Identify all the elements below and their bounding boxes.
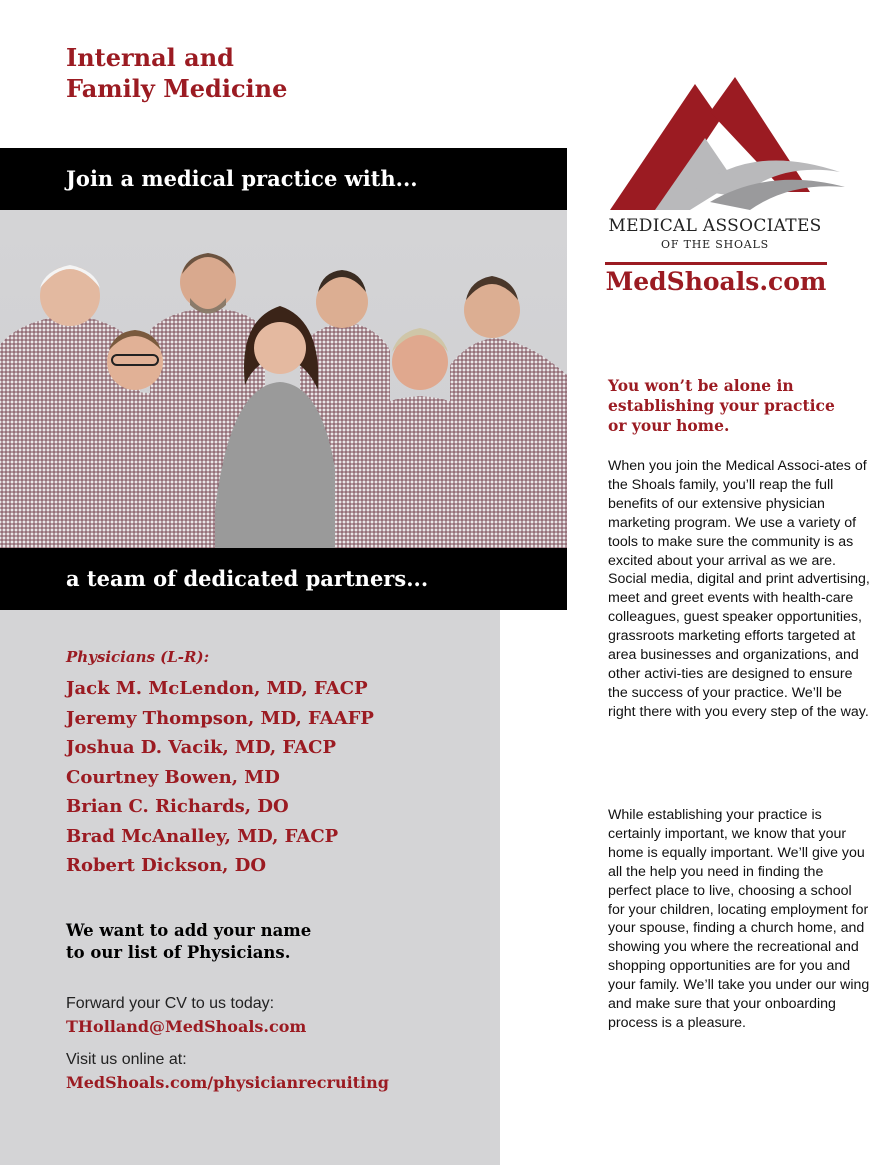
title-line-1: Internal and xyxy=(66,43,234,72)
right-heading-line-1: You won’t be alone in xyxy=(608,376,794,395)
logo-url[interactable]: MedShoals.com xyxy=(605,262,827,296)
visit-online-text: Visit us online at: xyxy=(66,1051,187,1068)
body-paragraph-2: While establishing your practice is certainly important, we know that your home is equally important. We’ll give you all the help you need in finding the perfect place to live, choosing a school for your children, locating employment for your spouse, finding a church home, and showing you where the recreational and shopping opportunities are for you and your family. We’ll take you under our wing and make sure that your onboarding process is a pleasure. xyxy=(608,807,870,1031)
group-photo-icon xyxy=(0,210,567,548)
list-item: Robert Dickson, DO xyxy=(66,855,266,876)
right-heading xyxy=(608,376,868,436)
recruiting-line-2: to our list of Physicians. xyxy=(66,943,291,962)
list-item: Joshua D. Vacik, MD, FACP xyxy=(66,737,337,758)
physician-list xyxy=(66,674,374,881)
banner-bottom: a team of dedicated partners... xyxy=(0,548,567,610)
recruiting-statement xyxy=(66,920,311,964)
logo-name: MEDICAL ASSOCIATES xyxy=(608,216,822,236)
list-item: Brad McAnalley, MD, FACP xyxy=(66,825,339,847)
right-heading-line-3: or your home. xyxy=(608,416,730,435)
physicians-label: Physicians (L-R): xyxy=(66,648,210,666)
list-item: Jack M. McLendon, MD, FACP xyxy=(66,678,368,699)
title-line-2: Family Medicine xyxy=(66,74,288,103)
email-link[interactable]: THolland@MedShoals.com xyxy=(66,1017,307,1036)
recruiting-url-link[interactable]: MedShoals.com/physicianrecruiting xyxy=(66,1073,389,1092)
list-item: Courtney Bowen, MD xyxy=(66,766,280,788)
forward-cv-text: Forward your CV to us today: xyxy=(66,995,275,1012)
right-heading-line-2: establishing your practice xyxy=(608,396,835,415)
page-title xyxy=(66,42,287,104)
recruiting-line-1: We want to add your name xyxy=(66,921,312,940)
banner-top: Join a medical practice with... xyxy=(0,148,567,210)
body-paragraph-1: When you join the Medical Associ-ates of the Shoals family, you’ll reap the full benefits of our extensive physician marketing program. We use a variety of tools to make sure the community is as excited about your arrival as we are. Social media, digital and print advertising, meet and greet events with health-care colleagues, guest speaker opportunities, grassroots marketing efforts targeted at area businesses and organizations, and other activi-ties are designed to ensure the success of your practice. We’ll be right there with you every step of the way. xyxy=(608,458,870,720)
group-photo xyxy=(0,210,567,548)
logo-subtitle: OF THE SHOALS xyxy=(661,238,769,251)
list-item: Brian C. Richards, DO xyxy=(66,796,289,817)
list-item: Jeremy Thompson, MD, FAAFP xyxy=(66,707,374,729)
